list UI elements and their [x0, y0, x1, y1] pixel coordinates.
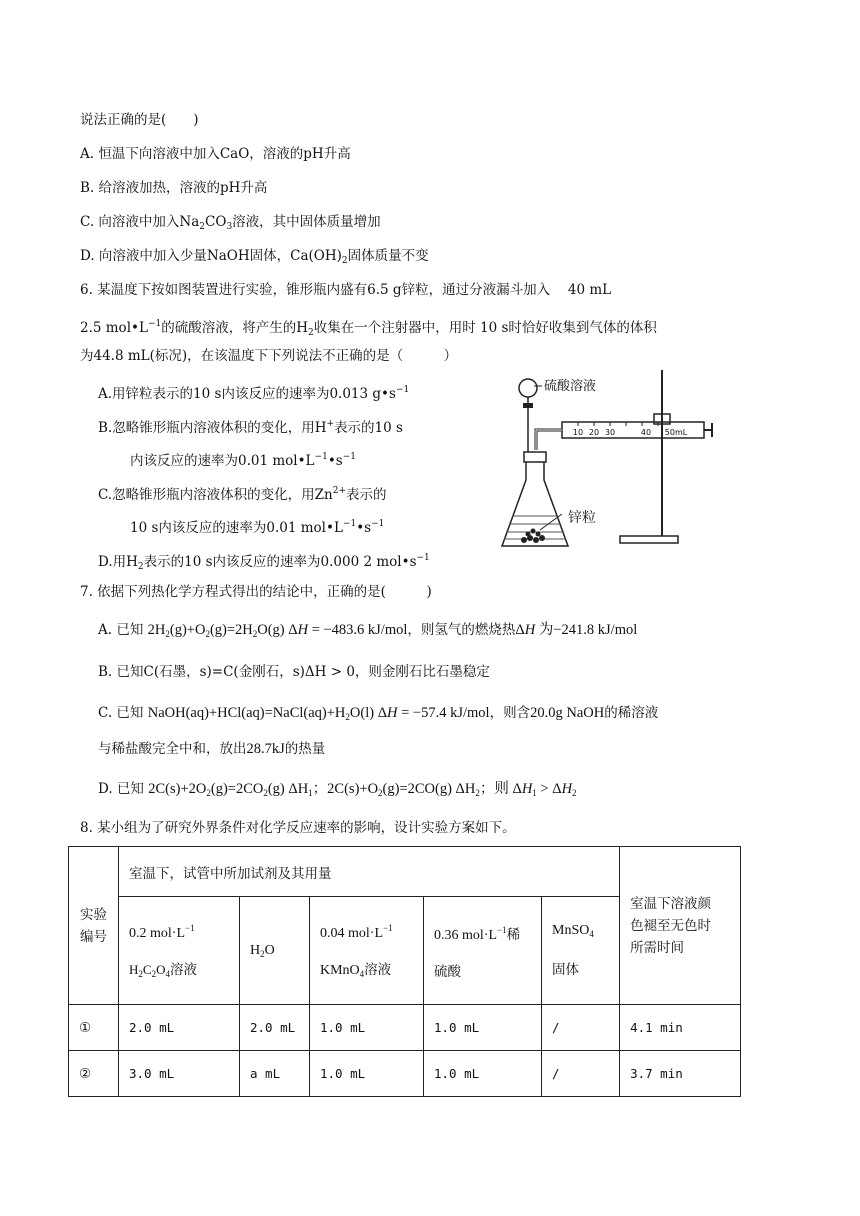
header-kmno4: 0.04 $mol\cdot L^{-1}$ KMnO$_4$溶液 — [310, 897, 424, 1005]
table-row: ① 2.0 mL 2.0 mL 1.0 mL 1.0 mL / 4.1 min — [69, 1005, 741, 1051]
q5-stem: 说法正确的是( ) — [80, 112, 199, 128]
header-experiment-id: 实验 编号 — [69, 847, 119, 1005]
q6-stem-line-3: 为44.8 mL(标况)，在该温度下下列说法不正确的是（ ） — [80, 348, 458, 364]
funnel-stopcock — [523, 403, 533, 408]
scale-label: 10 — [572, 428, 584, 437]
q7-option-b: B. 已知C(石墨，s)=C(金刚石，s)ΔH > 0，则金刚石比石墨稳定 — [98, 664, 490, 680]
q6-option-a: A.用锌粒表示的10 s内该反应的速率为0.013 $g•s^{-1}$ — [98, 385, 410, 402]
header-water: $H_2O$ — [240, 897, 310, 1005]
conical-flask — [502, 462, 568, 546]
q6-option-c-line-2: 10 s内该反应的速率为0.01 $mol•L^{-1}•s^{-1}$ — [130, 519, 385, 536]
zinc-label: 锌粒 — [568, 510, 596, 526]
q6-option-c-line-1: C.忽略锥形瓶内溶液体积的变化，用$Zn^{2+}$表示的 — [98, 486, 387, 503]
q7-stem: 7. 依据下列热化学方程式得出的结论中，正确的是( ) — [80, 584, 432, 600]
q6-option-b-line-2: 内该反应的速率为0.01 $mol•L^{-1}•s^{-1}$ — [130, 452, 356, 469]
scale-label: 20 — [588, 428, 600, 437]
q5-option-c: C. 向溶液中加入$Na_2CO_3$溶液，其中固体质量增加 — [80, 214, 381, 232]
q8-stem: 8. 某小组为了研究外界条件对化学反应速率的影响，设计实验方案如下。 — [80, 820, 516, 836]
header-reagents-group: 室温下，试管中所加试剂及其用量 — [119, 847, 620, 897]
q6-stem-line-2: 2.5 $mol•L^{-1}$的硫酸溶液，将产生的$H_2$收集在一个注射器中，用时 10 s时恰好收集到气体的体积 — [80, 319, 657, 338]
header-mnso4: MnSO$_4$ 固体 — [542, 897, 620, 1005]
q5-option-b: B. 给溶液加热，溶液的pH升高 — [80, 180, 268, 196]
delivery-tube — [536, 430, 562, 450]
scale-label: 40 — [640, 428, 652, 437]
q5-option-d: D. 向溶液中加入少量NaOH固体，$Ca(OH)_2$固体质量不变 — [80, 248, 429, 266]
zinc-granules — [521, 529, 545, 544]
scale-label: 50mL — [664, 428, 688, 437]
rubber-stopper — [524, 452, 546, 462]
funnel-label: 硫酸溶液 — [544, 379, 597, 394]
stand-base — [620, 536, 678, 543]
scale-label: 30 — [604, 428, 616, 437]
header-h2c2o4: 0.2 $mol\cdot L^{-1}$ $H_2C_2O_4$溶液 — [119, 897, 240, 1005]
separatory-funnel — [519, 379, 537, 397]
q6-option-d: D.用$H_2$表示的10 s内该反应的速率为0.000 2 $mol•s^{-1}$ — [98, 553, 430, 572]
q7-option-c-line-2: 与稀盐酸完全中和，放出28.7kJ的热量 — [98, 741, 326, 757]
q7-option-d: D. 已知 $2C(s)+2O_2(g)=2CO_2(g)$ $\Delta H_1$；$2C(s)+O_2(g)=2CO(g)$ $\Delta H_2$；则 $\Delta H_1 > \Delta H_2$ — [98, 781, 577, 798]
apparatus-figure — [496, 368, 726, 558]
table-row: ② 3.0 mL a mL 1.0 mL 1.0 mL / 3.7 min — [69, 1051, 741, 1097]
q6-option-b-line-1: B.忽略锥形瓶内溶液体积的变化，用H+表示的10 s — [98, 419, 403, 436]
q5-option-a: A. 恒温下向溶液中加入CaO，溶液的pH升高 — [80, 146, 351, 162]
header-sulfuric-acid: 0.36 $mol\cdot L^{-1}$稀 硫酸 — [424, 897, 542, 1005]
experiment-table — [68, 846, 741, 1097]
q7-option-a: A. 已知 $2H_2(g)+O_2(g)=2H_2O(g) \Delta H = -483.6$ kJ/mol，则氢气的燃烧热ΔH 为−241.8 kJ/mol — [98, 622, 638, 639]
q7-option-c-line-1: C. 已知 $NaOH(aq)+HCl(aq)=NaCl(aq)+H_2O(l) \Delta H = -57.4$ kJ/mol，则含20.0g NaOH的稀溶液 — [98, 705, 659, 722]
q6-stem-line-1: 6. 某温度下按如图装置进行实验，锥形瓶内盛有6.5 g锌粒，通过分液漏斗加入 40 mL — [80, 282, 612, 298]
header-decolor-time: 室温下溶液颜 色褪至无色时 所需时间 — [620, 847, 741, 1005]
